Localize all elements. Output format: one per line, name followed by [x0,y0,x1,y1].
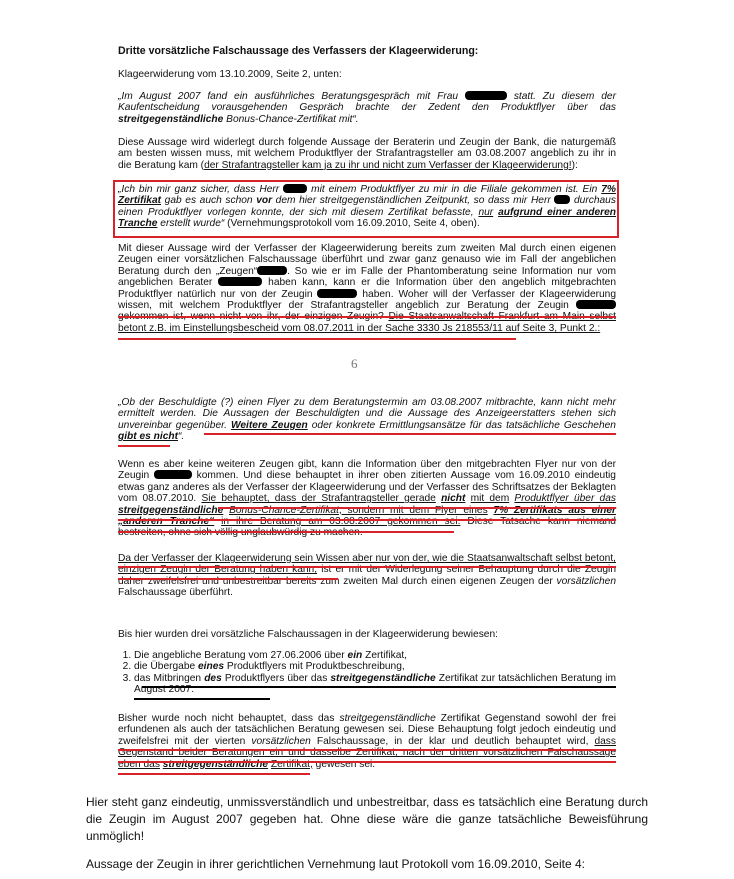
black-underline [134,698,270,700]
list-item: 3. das Mitbringen des Produktflyers über das streitgegenständliche Zertifikat zur tatsächlichen Beratung im August 2007. [134,673,616,696]
red-underline [118,519,616,521]
red-underline [118,316,616,318]
red-underline [118,566,616,568]
paragraph-bisher: Bisher wurde noch nicht behauptet, dass das streitgegenständliche Zertifikat Gegenstand sowohl der frei erfundenen als auch der tatsächlichen Beratung gewesen sei. Diese Behauptung folgt jedoch eindeutig und zweifelsfrei mit der vierten vorsätzlichen Falschaussage, in der klar und deutlich behauptet wird, dass Gegenstand beider Beratungen ein und dasselbe Zertifikat, nach der dritten vorsätzlichen Falschaussage eben das streitgegenständliche Zertifikat, gewesen sei. [118,713,617,770]
quote-zeugin: „Ich bin mir ganz sicher, dass Herr mit einem Produktflyer zu mir in die Filiale gekommen ist. Ein 7% Zertifikat gab es auch schon vor dem hier streitgegenständlichen Zeitpunkt, so dass mir Herr durchaus einen Produktflyer vorlegen konnte, der sich mit diesem Zertifikat befasste, nur aufgrund einer anderen Tranche erstellt wurde“ (Vernehmungsprotokoll vom 16.09.2010, Seite 4, oben). [118,184,616,230]
red-underline [118,578,338,580]
red-underline [118,338,516,340]
redaction-bar [257,266,287,275]
list-item: 1. Die angebliche Beratung vom 27.06.2006 über ein Zertifikat, [134,650,616,661]
red-underline [118,531,454,533]
red-underline [218,507,616,509]
paragraph-zweite-falschaussage: Mit dieser Aussage wird der Verfasser der Klageerwiderung bereits zum zweiten Mal durch einen eigenen Zeugen einer vorsätzlichen Falschaussage überführt und zwar ganz genauso wie im Fall der angeblichen Beratung durch den „Zeugen“ . So wie er im Falle der Phantomberatung seine Information nur vom angeblichen Berater haben kann, kann er die Information über den angeblich mitgebrachten Produktflyer natürlich nur von der Zeugin haben. Woher will der Verfasser der Klageerwiderung wissen, mit welchem Produktflyer der Strafantragsteller angeblich zur Beratung der Zeugin gekommen ist, wenn nicht von ihr, der einzigen Zeugin? Die Staatsanwaltschaft Frankfurt am Main selbst betont z.B. im Einstellungsbescheid vom 08.07.2011 in der Sache 3330 Js 218553/11 auf Seite 3, Punkt 2.: [118,243,616,334]
commentary-caption: Aussage der Zeugin in ihrer gerichtlichen Vernehmung laut Protokoll vom 16.09.2010, Seite 4: [86,857,585,871]
paragraph-keine-zeugen: Wenn es aber keine weiteren Zeugen gibt, kann die Information über den mitgebrachten Flyer nur von der Zeugin kommen. Und diese behauptet in ihrer oben zitierten Aussage vom 16.09.2010 eindeutig etwas ganz anderes als der Verfasser der Klageerwiderung und der Verfasser des Schriftsatzes der Beklagten vom 08.07.2010. Sie behauptet, dass der Strafantragsteller gerade nicht mit dem Produktflyer über das streitgegenständliche Bonus-Chance-Zertifikat, sondern mit dem Flyer eines 7% Zertifikats aus einer „anderen Tranche“ in ihre Beratung am 03.08.2007 gekommen sei. Diese Tatsache kann niemand bestreiten, ohne sich völlig unglaubwürdig zu machen. [118,459,616,539]
paragraph-bis-hier: Bis hier wurden drei vorsätzliche Falschaussagen in der Klageerwiderung bewiesen: [118,629,498,640]
redaction-bar [218,277,262,286]
redaction-bar [465,91,507,100]
black-underline [142,686,616,688]
red-underline [204,433,616,435]
page-number: 6 [351,356,358,371]
redaction-bar [317,289,357,298]
red-underline [118,445,170,447]
redaction-bar [576,300,616,309]
quote-staatsanwaltschaft: „Ob der Beschuldigte (?) einen Flyer zu dem Beratungstermin am 03.08.2007 mitbrachte, kann nicht mehr ermittelt werden. Die Aussagen der Beschuldigten und die Aussage des Anzeigeerstatters stehen sich unvereinbar gegenüber. Weitere Zeugen oder konkrete Ermittlungsansätze für das tatsächliche Geschehen gibt es nicht“. [118,397,616,443]
red-underline [118,761,616,763]
paragraph-einzige-zeugin: Da der Verfasser der Klageerwiderung sein Wissen aber nur von der, wie die Staatsanwaltschaft selbst betont, einzigen Zeugin der Beratung haben kann, ist er mit der Widerlegung seiner Behauptung durch die Zeugin daher zweifelsfrei und unbestreitbar bereits zum zweiten Mal durch einen eigenen Zeugen der vorsätzlichen Falschaussage überführt. [118,553,616,599]
redaction-bar [283,184,307,193]
red-underline [118,749,616,751]
redaction-bar [154,470,192,479]
red-underline [118,773,310,775]
commentary-paragraph: Hier steht ganz eindeutig, unmissverständlich und unbestreitbar, dass es tatsächlich eine Beratung durch die Zeugin im August 2007 gegeben hat. Ohne diese wäre die ganze tatsächliche Beweisführung unmöglich! [86,795,648,843]
source-line: Klageerwiderung vom 13.10.2009, Seite 2, unten: [118,69,342,80]
quote-klageerwiderung: „Im August 2007 fand ein ausführliches Beratungsgespräch mit Frau statt. Zu diesem der Kaufentscheidung vorausgehenden Gespräch brachte der Zedent den Produktflyer über das streitgegenständliche Bonus-Chance-Zertifikat mit“. [118,91,616,125]
redaction-bar [554,195,570,204]
list-item: 2. die Übergabe eines Produktflyers mit Produktbeschreibung, [134,661,616,672]
section-heading: Dritte vorsätzliche Falschaussage des Verfassers der Klageerwiderung: [118,45,479,57]
list-falschaussagen [118,650,616,696]
paragraph-widerlegung: Diese Aussage wird widerlegt durch folgende Aussage der Beraterin und Zeugin der Bank, die naturgemäß am besten wissen muss, mit welchem Produktflyer der Strafantragsteller am 03.08.2007 angeblich zu ihr in die Beratung kam (der Strafantragsteller kam ja zu ihr und nicht zum Verfasser der Klageerwiderung!): [118,137,616,171]
